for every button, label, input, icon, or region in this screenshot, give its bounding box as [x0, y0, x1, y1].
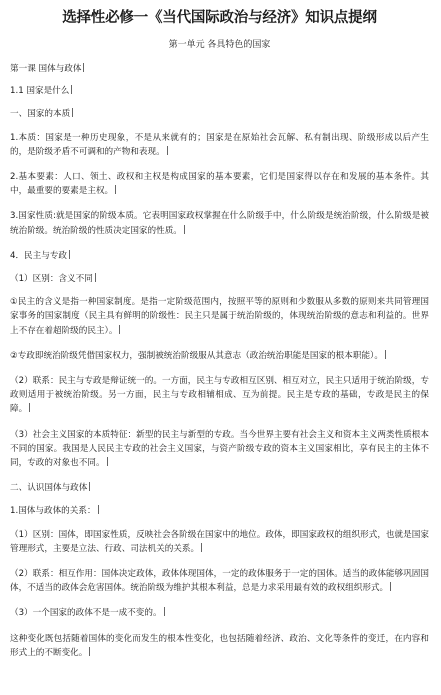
paragraph-regime-difference: （1）区别：国体，即国家性质，反映社会各阶级在国家中的地位。政体，即国家政权的组织形式，也就是国家管理形式，主要是立法、行政、司法机关的关系。	[10, 529, 429, 554]
paragraph-regime-change-detail: 这种变化既包括随着国体的变化而发生的根本性变化，也包括随着经济、政治、文化等条件的变迁，在内容和形式上的不断变化。	[10, 633, 429, 658]
paragraph-regime-connection: （2）联系：相互作用：国体决定政体，政体体现国体，一定的政体服务于一定的国体。适当的政体能够巩固国体，不适当的政体会危害国体。统治阶级为维护其根本利益，总是力求采用最有效的政权组织形式。	[10, 569, 429, 594]
subheading-relation: 1.国体与政体的关系：	[10, 504, 429, 518]
paragraph-dictatorship: ②专政即统治阶级凭借国家权力，强制被统治阶级服从其意志（政治统治职能是国家的根本职能）。	[10, 349, 429, 363]
paragraph-socialist-feature: （3）社会主义国家的本质特征：新型的民主与新型的专政。当今世界主要有社会主义和资本主义两类性质根本不同的国家。我国是人民民主专政的社会主义国家，与资产阶级专政的资本主义国家相比，享有民主的主体不同，专政的对象也不同。	[10, 429, 429, 469]
heading-regime: 二、认识国体与政体	[10, 481, 429, 495]
paragraph-mark	[115, 185, 117, 194]
paragraph-mark	[69, 250, 71, 259]
paragraph-mark	[201, 543, 203, 552]
paragraph-essence: 1.本质：国家是一种历史现象，不是从来就有的；国家是在原始社会瓦解、私有制出现、阶级形成以后产生的，是阶级矛盾不可调和的产物和表现。	[10, 132, 429, 157]
paragraph-mark	[107, 457, 109, 466]
paragraph-mark	[29, 403, 31, 412]
section-heading: 1.1 国家是什么	[10, 84, 429, 98]
paragraph-mark	[119, 325, 121, 334]
paragraph-mark	[95, 273, 97, 282]
paragraph-democracy-meaning: ①民主的含义是指一种国家制度。是指一定阶级范围内，按照平等的原则和少数服从多数的原则来共同管理国家事务的国家制度（民主具有鲜明的阶级性：民主只是属于统治阶级的，体现统治阶级的意志和利益的。世界上不存在着超阶级的民主）。	[10, 297, 429, 336]
paragraph-mark	[89, 482, 91, 491]
unit-title: 第一单元 各具特色的国家	[168, 40, 271, 50]
paragraph-regime-change: （3）一个国家的政体不是一成不变的。	[10, 606, 429, 620]
paragraph-mark	[385, 350, 387, 359]
lesson-title: 第一课 国体与政体	[10, 62, 429, 76]
paragraph-mark	[184, 225, 186, 234]
subheading-difference: （1）区别：含义不同	[10, 272, 429, 286]
heading-essence: 一、国家的本质	[10, 107, 429, 121]
paragraph-mark	[83, 63, 85, 72]
paragraph-connection: （2）联系：民主与专政是辩证统一的。一方面，民主与专政相互区别、相互对立，民主只适用于统治阶级，专政则适用于被统治阶级。另一方面，民主与专政相辅相成、互为前提。民主是专政的基础，专政是民主的保障。	[10, 376, 429, 415]
paragraph-elements: 2.基本要素：人口、领土、政权和主权是构成国家的基本要素，它们是国家得以存在和发展的基本条件。其中，最重要的要素是主权。	[10, 172, 429, 197]
paragraph-state-nature: 3.国家性质:就是国家的阶级本质。它表明国家政权掌握在什么阶级手中，什么阶级是统治阶级，什么阶级是被统治阶级。统治阶级的性质决定国家的性质。	[10, 211, 429, 236]
document-title: 选择性必修一《当代国际政治与经济》知识点提纲	[62, 10, 377, 26]
heading-democracy: 4．民主与专政	[10, 249, 429, 263]
paragraph-mark	[71, 85, 73, 94]
paragraph-mark	[167, 146, 169, 155]
paragraph-mark	[72, 108, 74, 117]
paragraph-mark	[390, 582, 392, 591]
paragraph-mark	[89, 647, 91, 656]
paragraph-mark	[164, 607, 166, 616]
paragraph-mark	[98, 505, 100, 514]
